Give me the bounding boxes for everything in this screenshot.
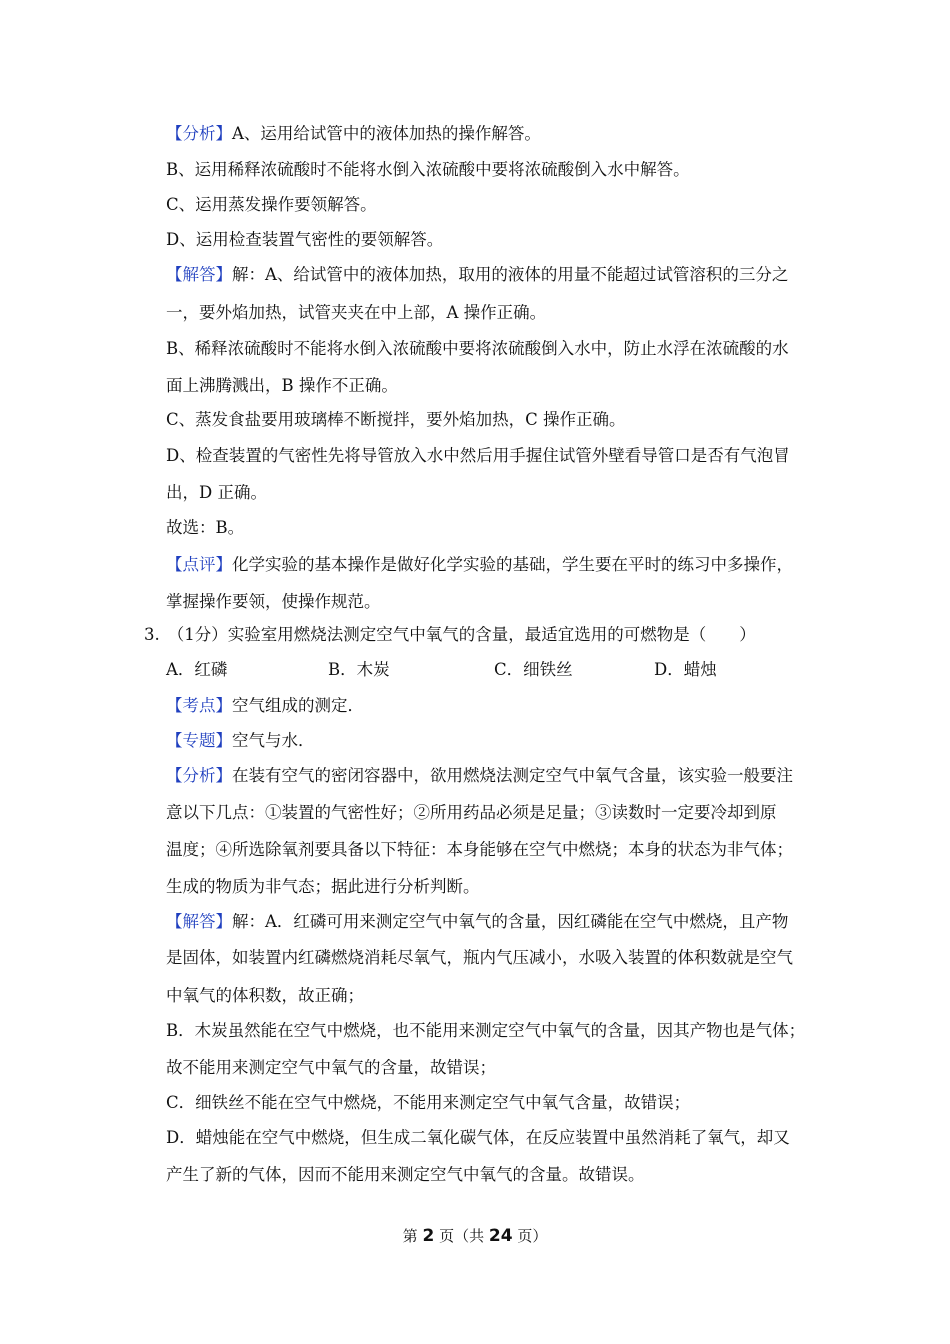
q2-answer-line-4: 面上沸腾溅出，B 操作不正确。 (166, 376, 398, 395)
q3-stem: 3. （1分）实验室用燃烧法测定空气中氧气的含量，最适宜选用的可燃物是（ ） (144, 625, 756, 644)
q2-analysis-line-4: D、运用检查装置气密性的要领解答。 (166, 230, 444, 249)
point-tag: 【考点】 (166, 696, 232, 715)
analysis-tag: 【分析】 (166, 766, 232, 785)
q3-option-d: D．蜡烛 (654, 660, 717, 679)
q2-comment-line-1: 【点评】化学实验的基本操作是做好化学实验的基础，学生要在平时的练习中多操作， (166, 555, 793, 574)
q3-answer-line-5: 故不能用来测定空气中氧气的含量，故错误； (166, 1058, 496, 1077)
topic-tag: 【专题】 (166, 731, 232, 750)
q2-answer-line-7: 出，D 正确。 (166, 483, 267, 502)
q2-analysis-line-3: C、运用蒸发操作要领解答。 (166, 195, 377, 214)
q2-answer-line-2: 一，要外焰加热，试管夹夹在中上部，A 操作正确。 (166, 303, 547, 322)
q3-analysis-line-2: 意以下几点：①装置的气密性好；②所用药品必须是足量；③读数时一定要冷却到原 (166, 803, 777, 822)
q2-analysis-line-2: B、运用稀释浓硫酸时不能将水倒入浓硫酸中要将浓硫酸倒入水中解答。 (166, 160, 690, 179)
page-total: 24 (488, 1226, 513, 1246)
q2-answer-line-6: D、检查装置的气密性先将导管放入水中然后用手握住试管外壁看导管口是否有气泡冒 (166, 446, 790, 465)
q3-answer-line-2: 是固体，如装置内红磷燃烧消耗尽氧气，瓶内气压减小，水吸入装置的体积数就是空气 (166, 948, 793, 967)
analysis-tag: 【分析】 (166, 124, 232, 143)
answer-tag: 【解答】 (166, 912, 232, 931)
q3-answer-line-7: D．蜡烛能在空气中燃烧，但生成二氧化碳气体，在反应装置中虽然消耗了氧气，却又 (166, 1128, 790, 1147)
q3-answer-line-3: 中氧气的体积数，故正确； (166, 986, 364, 1005)
q2-comment-line-2: 掌握操作要领，使操作规范。 (166, 592, 381, 611)
q3-option-c: C．细铁丝 (494, 660, 573, 679)
q3-point-line: 【考点】空气组成的测定． (166, 696, 364, 715)
q2-answer-line-5: C、蒸发食盐要用玻璃棒不断搅拌，要外焰加热，C 操作正确。 (166, 410, 626, 429)
q3-answer-line-6: C．细铁丝不能在空气中燃烧，不能用来测定空气中氧气含量，故错误； (166, 1093, 691, 1112)
q3-answer-line-4: B．木炭虽然能在空气中燃烧，也不能用来测定空气中氧气的含量，因其产物也是气体； (166, 1021, 806, 1040)
q3-analysis-line-4: 生成的物质为非气态；据此进行分析判断。 (166, 877, 480, 896)
q3-option-a: A．红磷 (166, 660, 228, 679)
q2-answer-line-1: 【解答】解：A、给试管中的液体加热，取用的液体的用量不能超过试管溶积的三分之 (166, 265, 789, 284)
q2-answer-line-3: B、稀释浓硫酸时不能将水倒入浓硫酸中要将浓硫酸倒入水中，防止水浮在浓硫酸的水 (166, 339, 789, 358)
q3-analysis-line-3: 温度；④所选除氧剂要具备以下特征：本身能够在空气中燃烧；本身的状态为非气体； (166, 840, 793, 859)
q3-topic-line: 【专题】空气与水． (166, 731, 315, 750)
question-number: 3. (144, 625, 160, 644)
page-number: 2 (422, 1226, 435, 1246)
q2-answer-line-8: 故选：B。 (166, 518, 245, 537)
q3-option-b: B．木炭 (328, 660, 390, 679)
comment-tag: 【点评】 (166, 555, 232, 574)
answer-tag: 【解答】 (166, 265, 232, 284)
q3-answer-line-8: 产生了新的气体，因而不能用来测定空气中氧气的含量。故错误。 (166, 1165, 645, 1184)
q3-answer-line-1: 【解答】解：A．红磷可用来测定空气中氧气的含量，因红磷能在空气中燃烧，且产物 (166, 912, 789, 931)
q2-analysis-line-1: 【分析】A、运用给试管中的液体加热的操作解答。 (166, 124, 541, 143)
page-footer: 第 2 页（共 24 页） (402, 1226, 548, 1246)
q3-analysis-line-1: 【分析】在装有空气的密闭容器中，欲用燃烧法测定空气中氧气含量，该实验一般要注 (166, 766, 793, 785)
